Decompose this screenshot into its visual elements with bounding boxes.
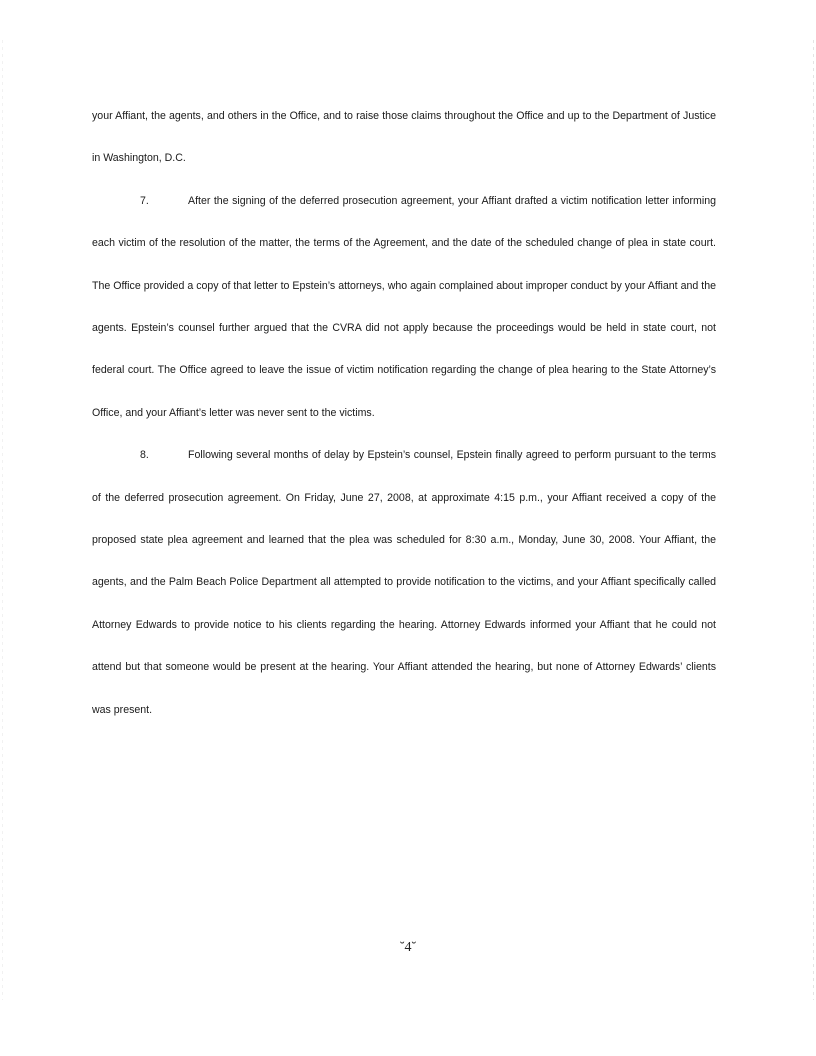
paragraph-text: your Affiant, the agents, and others in the Office, and to raise those claims throughout the Office and up to the Department of Justice in Washington, D.C. [92, 110, 716, 165]
scan-edge-right [813, 40, 814, 1000]
paragraph-text: Following several months of delay by Epstein’s counsel, Epstein finally agreed to perform pursuant to the terms of the deferred prosecution agreement. On Friday, June 27, 2008, at approximate 4:15 p.m., your Affiant received a copy of the proposed state plea agreement and learned that the plea was scheduled for 8:30 a.m., Monday, June 30, 2008. Your Affiant, the agents, and the Palm Beach Police Department all attempted to provide notification to the victims, and your Affiant specifically called Attorney Edwards to provide notice to his clients regarding the hearing. Attorney Edwards informed your Affiant that he could not attend but that someone would be present at the hearing. Your Affiant attended the hearing, but none of Attorney Edwards’ clients was present. [92, 449, 716, 716]
body-text [92, 95, 716, 731]
paragraph-7 [92, 180, 716, 434]
paragraph-number: 7. [140, 194, 149, 207]
paragraph-number: 8. [140, 449, 149, 462]
paragraph-continuation [92, 95, 716, 180]
scan-edge-left [2, 40, 3, 1000]
paragraph-text: After the signing of the deferred prosecution agreement, your Affiant drafted a victim notification letter informing each victim of the resolution of the matter, the terms of the Agreement, and the date of the scheduled change of plea in state court. The Office provided a copy of that letter to Epstein’s attorneys, who again complained about improper conduct by your Affiant and the agents. Epstein’s counsel further argued that the CVRA did not apply because the proceedings would be held in state court, not federal court. The Office agreed to leave the issue of victim notification regarding the change of plea hearing to the State Attorney’s Office, and your Affiant’s letter was never sent to the victims. [92, 194, 716, 419]
paragraph-8 [92, 434, 716, 731]
page-number: ˘4˘ [399, 940, 417, 955]
